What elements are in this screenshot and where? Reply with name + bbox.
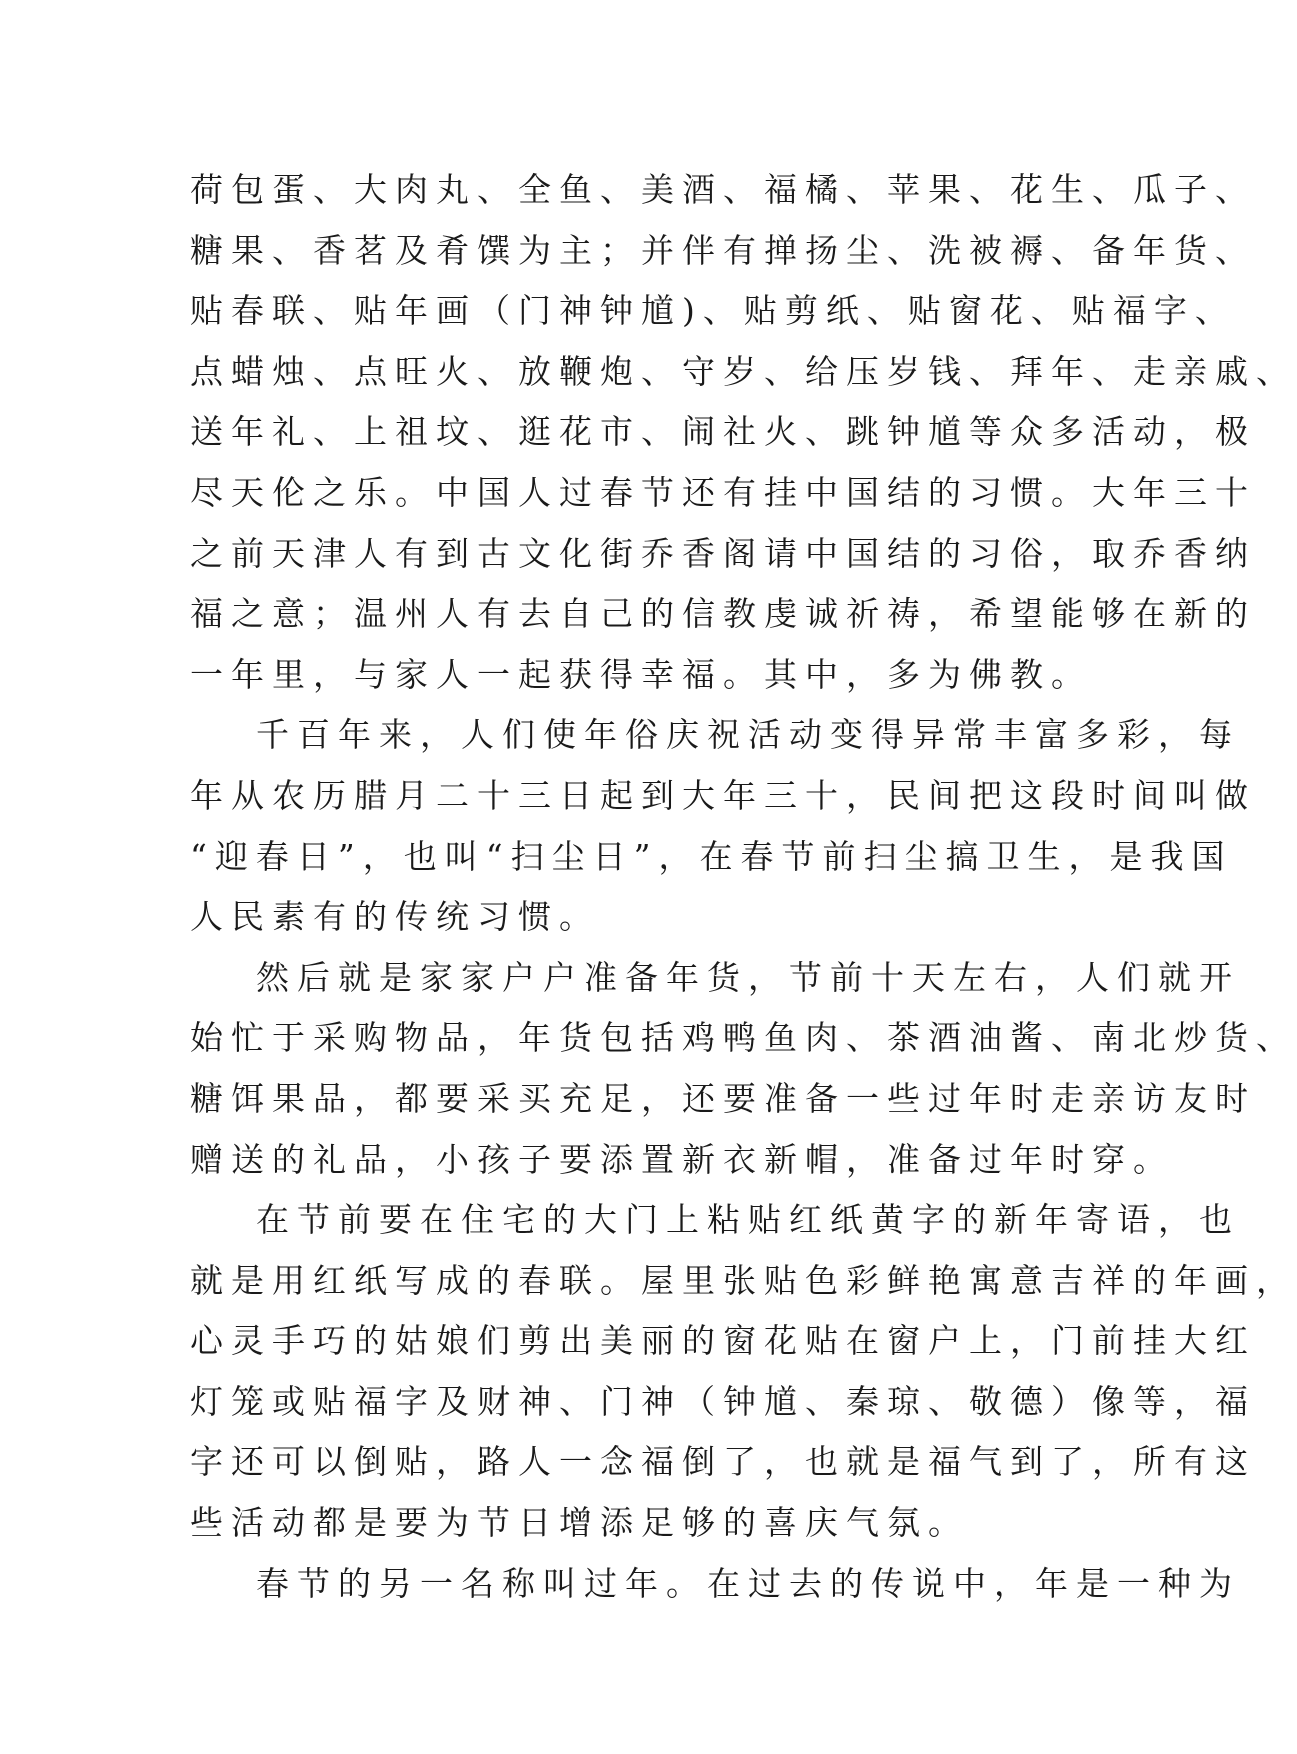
text-line: 贴春联、贴年画（门神钟馗)、贴剪纸、贴窗花、贴福字、 xyxy=(190,291,1236,331)
text-line: 一年里，与家人一起获得幸福。其中，多为佛教。 xyxy=(190,654,1092,694)
text-line: 字还可以倒贴，路人一念福倒了，也就是福气到了，所有这 xyxy=(190,1442,1256,1482)
text-line: 千百年来，人们使年俗庆祝活动变得异常丰富多彩，每 xyxy=(256,715,1240,755)
text-line: 送年礼、上祖坟、逛花市、闹社火、跳钟馗等众多活动，极 xyxy=(190,412,1256,452)
text-line: 然后就是家家户户准备年货，节前十天左右，人们就开 xyxy=(256,957,1240,997)
text-line: 糖饵果品，都要采买充足，还要准备一些过年时走亲访友时 xyxy=(190,1078,1256,1118)
text-line: 年从农历腊月二十三日起到大年三十，民间把这段时间叫做 xyxy=(190,775,1256,815)
text-line: 灯笼或贴福字及财神、门神（钟馗、秦琼、敬德）像等，福 xyxy=(190,1381,1256,1421)
text-line: 尽天伦之乐。中国人过春节还有挂中国结的习惯。大年三十 xyxy=(190,472,1256,512)
text-line: 在节前要在住宅的大门上粘贴红纸黄字的新年寄语，也 xyxy=(256,1200,1240,1240)
text-line: 之前天津人有到古文化街乔香阁请中国结的习俗，取乔香纳 xyxy=(190,533,1256,573)
text-line: 心灵手巧的姑娘们剪出美丽的窗花贴在窗户上，门前挂大红 xyxy=(190,1321,1256,1361)
text-line: 始忙于采购物品，年货包括鸡鸭鱼肉、茶酒油酱、南北炒货、 xyxy=(190,1018,1297,1058)
text-line: 些活动都是要为节日增添足够的喜庆气氛。 xyxy=(190,1503,969,1543)
text-line: 赠送的礼品，小孩子要添置新衣新帽，准备过年时穿。 xyxy=(190,1139,1174,1179)
text-line: 人民素有的传统习惯。 xyxy=(190,897,600,937)
text-line: “迎春日”，也叫“扫尘日”，在春节前扫尘搞卫生，是我国 xyxy=(190,836,1233,876)
text-line: 春节的另一名称叫过年。在过去的传说中，年是一种为 xyxy=(256,1563,1240,1603)
text-line: 福之意；温州人有去自己的信教虔诚祈祷，希望能够在新的 xyxy=(190,594,1256,634)
document-body xyxy=(190,160,1297,1614)
text-line: 点蜡烛、点旺火、放鞭炮、守岁、给压岁钱、拜年、走亲戚、 xyxy=(190,351,1297,391)
text-line: 荷包蛋、大肉丸、全鱼、美酒、福橘、苹果、花生、瓜子、 xyxy=(190,170,1256,209)
text-line: 就是用红纸写成的春联。屋里张贴色彩鲜艳寓意吉祥的年画， xyxy=(190,1260,1297,1300)
text-line: 糖果、香茗及肴馔为主；并伴有掸扬尘、洗被褥、备年货、 xyxy=(190,230,1256,270)
